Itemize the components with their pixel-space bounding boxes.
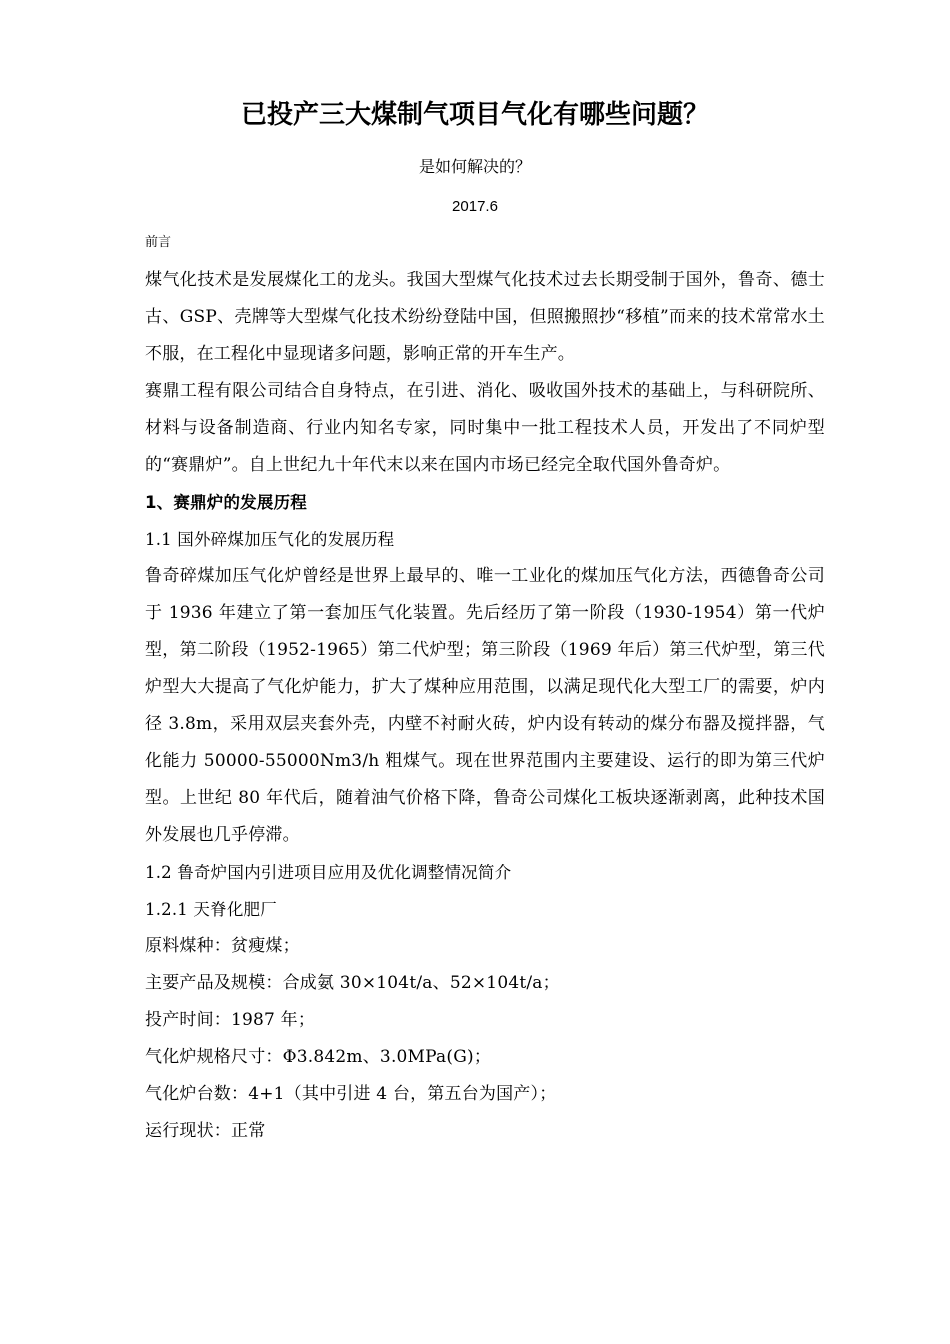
section-heading-1-1: 1.1 国外碎煤加压气化的发展历程 bbox=[145, 530, 395, 549]
list-item-gasifier-size: 气化炉规格尺寸：Φ3.842m、3.0MPa(G)； bbox=[145, 1047, 492, 1067]
list-item-products: 主要产品及规模：合成氨 30×104t/a、52×104t/a； bbox=[145, 973, 560, 993]
document-date: 2017.6 bbox=[452, 198, 498, 215]
paragraph-intro: 煤气化技术是发展煤化工的龙头。我国大型煤气化技术过去长期受制于国外，鲁奇、德士古、GSP、壳牌等大型煤气化技术纷纷登陆中国，但照搬照抄“移植”而来的技术常常水土不服，在工程化中显现诸多问题，影响正常的开车生产。 bbox=[145, 270, 825, 364]
paragraph-saiding: 赛鼎工程有限公司结合自身特点，在引进、消化、吸收国外技术的基础上，与科研院所、材料与设备制造商、行业内知名专家，同时集中一批工程技术人员，开发出了不同炉型的“赛鼎炉”。自上世纪九十年代末以来在国内市场已经完全取代国外鲁奇炉。 bbox=[145, 381, 825, 475]
list-item-coal-type: 原料煤种：贫瘦煤； bbox=[145, 936, 300, 956]
preface-label: 前言 bbox=[145, 235, 172, 250]
document-subtitle: 是如何解决的？ bbox=[418, 157, 531, 176]
document-body bbox=[145, 262, 825, 1150]
document-title: 已投产三大煤制气项目气化有哪些问题？ bbox=[240, 100, 709, 130]
paragraph-lurgi-history: 鲁奇碎煤加压气化炉曾经是世界上最早的、唯一工业化的煤加压气化方法，西德鲁奇公司于 1936 年建立了第一套加压气化装置。先后经历了第一阶段（1930-1954）第一代炉型，第二阶段（1952-1965）第二代炉型；第三阶段（1969 年后）第三代炉型，第三代炉型大大提高了气化炉能力，扩大了煤种应用范围，以满足现代化大型工厂的需要，炉内径 3.8m，采用双层夹套外壳，内壁不衬耐火砖，炉内设有转动的煤分布器及搅拌器，气化能力 50000-55000Nm3/h 粗煤气。现在世界范围内主要建设、运行的即为第三代炉型。上世纪 80 年代后，随着油气价格下降，鲁奇公司煤化工板块逐渐剥离，此种技术国外发展也几乎停滞。 bbox=[145, 566, 825, 845]
list-item-status: 运行现状：正常 bbox=[145, 1121, 266, 1141]
section-heading-1: 1、赛鼎炉的发展历程 bbox=[145, 493, 307, 512]
list-item-start-year: 投产时间：1987 年； bbox=[145, 1010, 316, 1030]
section-heading-1-2: 1.2 鲁奇炉国内引进项目应用及优化调整情况简介 bbox=[145, 863, 512, 882]
list-item-gasifier-count: 气化炉台数：4+1（其中引进 4 台，第五台为国产）； bbox=[145, 1084, 557, 1104]
section-heading-1-2-1: 1.2.1 天脊化肥厂 bbox=[145, 900, 277, 919]
